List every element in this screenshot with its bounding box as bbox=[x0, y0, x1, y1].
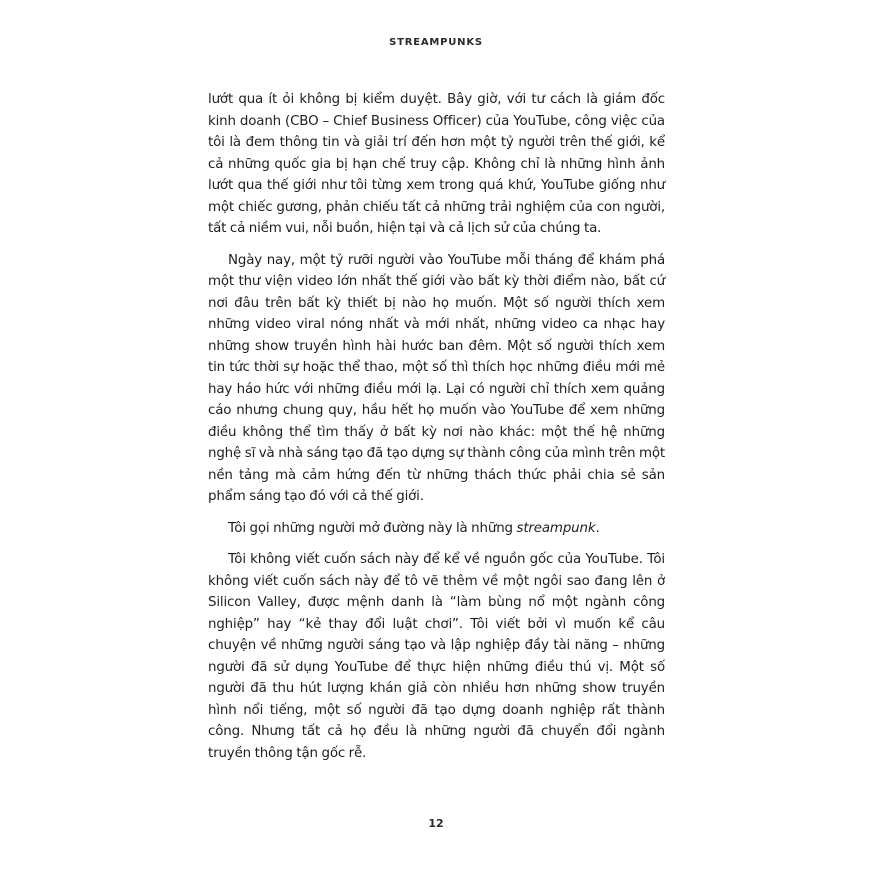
body-text bbox=[208, 89, 665, 774]
paragraph-suffix: . bbox=[595, 520, 600, 536]
paragraph: Ngày nay, một tỷ rưỡi người vào YouTube mỗi tháng để khám phá một thư viện video lớn nhất thế giới vào bất kỳ thời điểm nào, bất cứ nơi đâu trên bất kỳ thiết bị nào họ muốn. Một số người thích xem những video viral nóng nhất và mới nhất, những video ca nhạc hay những show truyền hình hài hước ban đêm. Một số người thích xem tin tức thời sự hoặc thể thao, một số thì thích học những điều mới mẻ hay háo hức với những điều mới lạ. Lại có người chỉ thích xem quảng cáo nhưng chung quy, hầu hết họ muốn vào YouTube để xem những điều không thể tìm thấy ở bất kỳ nơi nào khác: một thế hệ những nghệ sĩ và nhà sáng tạo đã tạo dựng sự thành công của mình trên một nền tảng mà cảm hứng đến từ những thách thức phải chia sẻ sản phẩm sáng tạo đó với cả thế giới. bbox=[208, 252, 665, 504]
paragraph-prefix: Tôi gọi những người mở đường này là những bbox=[228, 520, 517, 536]
paragraph: Tôi không viết cuốn sách này để kể về nguồn gốc của YouTube. Tôi không viết cuốn sách này để tô vẽ thêm về một ngôi sao đang lên ở Silicon Valley, được mệnh danh là “làm bùng nổ một ngành công nghiệp” hay “kẻ thay đổi luật chơi”. Tôi viết bởi vì muốn kể câu chuyện về những người sáng tạo và lập nghiệp đầy tài năng – những người đã sử dụng YouTube để thực hiện những điều thú vị. Một số người đã thu hút lượng khán giả còn nhiều hơn những show truyền hình nổi tiếng, một số người đã tạo dựng doanh nghiệp rất thành công. Nhưng tất cả họ đều là những người đã chuyển đổi ngành truyền thông tận gốc rễ. bbox=[208, 552, 665, 761]
running-header: STREAMPUNKS bbox=[389, 37, 483, 48]
page-number: 12 bbox=[428, 817, 444, 830]
paragraph-streampunk bbox=[208, 518, 665, 540]
paragraph-continued: lướt qua ít ỏi không bị kiểm duyệt. Bây giờ, với tư cách là giám đốc kinh doanh (CBO – Chief Business Officer) của YouTube, công việc của tôi là đem thông tin và giải trí đến hơn một tỷ người trên thế giới, kể cả những quốc gia bị hạn chế truy cập. Không chỉ là những hình ảnh lướt qua thế giới như tôi từng xem trong quá khứ, YouTube giống như một chiếc gương, phản chiếu tất cả những trải nghiệm của con người, tất cả niềm vui, nỗi buồn, hiện tại và cả lịch sử của chúng ta. bbox=[208, 92, 665, 236]
emphasis-term: streampunk bbox=[516, 520, 596, 536]
